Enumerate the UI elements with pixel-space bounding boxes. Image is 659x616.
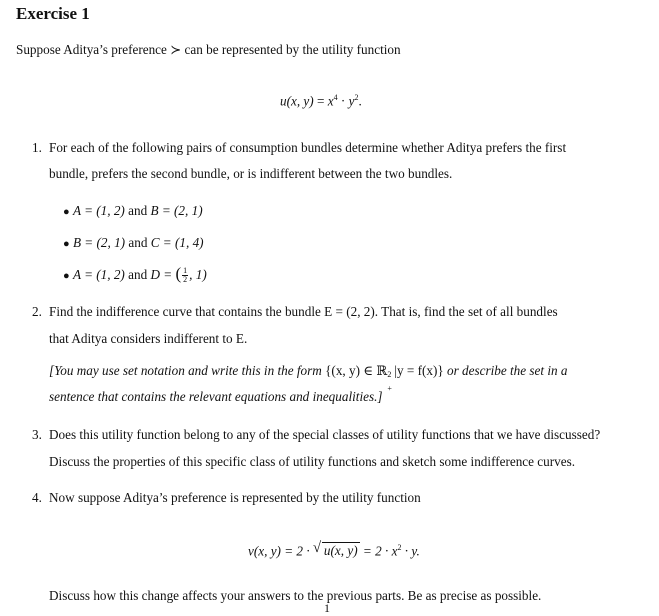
utility-dot: · <box>340 93 346 109</box>
pair-1-first: A = (1, 2) <box>72 203 125 218</box>
exercise-title: Exercise 1 <box>16 4 90 23</box>
pair-2-second: C = (1, 4) <box>150 235 204 250</box>
bullet-2: ● <box>63 238 70 250</box>
v-lhs: v(x, y) = 2 · <box>248 543 313 559</box>
q3-line-1: Does this utility function belong to any of the special classes of utility functions that we have discussed? <box>49 427 601 442</box>
q3-line-2: Discuss the properties of this specific class of utility functions and sketch some indifference curves. <box>49 454 576 469</box>
q2-line-1: Find the indifference curve that contains the bundle E = (2, 2). That is, find the set of all bundles <box>49 304 558 319</box>
q2-number: 2. <box>32 304 42 319</box>
hint-text-b: or describe the set in a <box>443 363 568 378</box>
v-end: · y. <box>401 543 420 559</box>
r-superscript: 2 <box>387 370 392 379</box>
pair-2-and: and <box>128 235 148 250</box>
q1-pair-2 <box>63 234 204 253</box>
q1-number: 1. <box>32 140 42 155</box>
utility-x: x <box>327 93 334 109</box>
pair-1-second: B = (2, 1) <box>150 203 203 218</box>
intro-after: can be represented by the utility function <box>184 42 401 57</box>
r-subscript: + <box>387 384 392 393</box>
utility-function-equation <box>280 89 362 110</box>
q1-pair-1 <box>63 202 203 221</box>
q4-equation <box>248 539 420 560</box>
utility-lhs: u(x, y) <box>280 93 314 109</box>
q4-line-3: Discuss how this change affects your answers to the previous parts. Be as precise as possible. <box>49 588 542 603</box>
utility-y-exponent: 2 <box>354 93 359 102</box>
q2-hint-line-2: sentence that contains the relevant equations and inequalities.] <box>49 389 383 404</box>
fraction-numerator: 1 <box>183 266 188 276</box>
fraction-denominator: 2 <box>183 275 188 285</box>
utility-x-exponent: 4 <box>333 93 338 102</box>
q3-number: 3. <box>32 427 42 442</box>
sqrt-expression <box>313 542 360 560</box>
pair-3-and: and <box>128 267 148 282</box>
hint-set-notation: {(x, y) ∈ ℝ <box>325 363 388 378</box>
hint-set-notation-2: |y = f(x)} <box>394 363 444 378</box>
pair-3-second-prefix: D = <box>150 267 176 282</box>
page-number: 1 <box>324 601 330 615</box>
q2-hint-line-1 <box>49 362 568 393</box>
utility-y: y <box>348 93 355 109</box>
q4-number: 4. <box>32 490 42 505</box>
utility-period: . <box>358 93 362 109</box>
fraction-one-half <box>182 267 188 284</box>
intro-line <box>16 41 401 59</box>
intro-before: Suppose Aditya’s preference <box>16 42 167 57</box>
bullet-1: ● <box>63 206 70 218</box>
sqrt-sign: √ <box>312 540 322 557</box>
preference-symbol: ≻ <box>170 42 182 57</box>
v-mid: = 2 · x <box>359 543 398 559</box>
v-exponent: 2 <box>397 543 402 552</box>
pair-2-first: B = (2, 1) <box>72 235 126 250</box>
q2-line-2: that Aditya considers indifferent to E. <box>49 331 248 346</box>
q4-line-1: Now suppose Aditya’s preference is represented by the utility function <box>49 490 421 505</box>
utility-equals: = <box>316 93 325 109</box>
q1-line-2: bundle, prefers the second bundle, or is indifferent between the two bundles. <box>49 166 453 181</box>
pair-1-and: and <box>128 203 148 218</box>
hint-text-a: [You may use set notation and write this in the form <box>49 363 326 378</box>
q1-pair-3 <box>63 265 207 285</box>
bullet-3: ● <box>63 270 70 282</box>
pair-3-open-paren: ( <box>175 264 182 283</box>
pair-3-second-suffix: , 1) <box>189 267 207 282</box>
sqrt-inner: u(x, y) <box>323 543 358 559</box>
pair-3-first: A = (1, 2) <box>72 267 125 282</box>
q1-line-1: For each of the following pairs of consumption bundles determine whether Aditya prefers the first <box>49 140 567 155</box>
